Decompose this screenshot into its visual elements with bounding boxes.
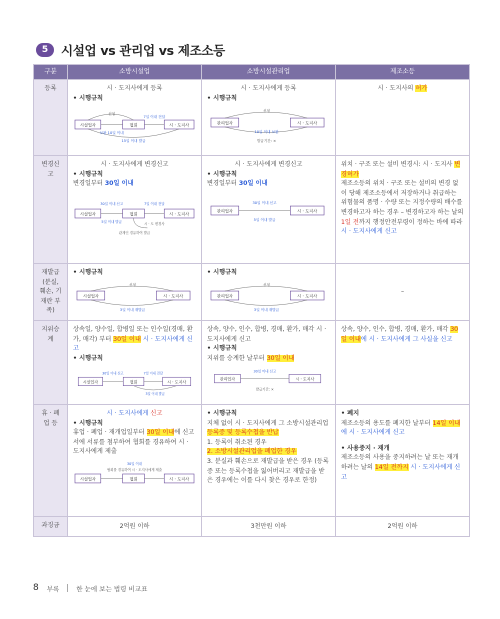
flow-note: 30일 이내 xyxy=(126,462,143,467)
flow-note: 발급기간: × xyxy=(256,139,277,144)
reissue-management-flow-diagram xyxy=(207,281,330,313)
cell-text xyxy=(341,160,464,179)
flow-note: 보완 10일 이내 xyxy=(99,131,124,136)
footer-text: 한 눈에 보는 법령 비교표 xyxy=(76,584,148,593)
penalty-business-cell: 2억원 이하 xyxy=(68,517,202,537)
text-span: 제조소등의 위치 · 구조 또는 설비의 변경 없이 당해 제조소등에서 저장하거나 취급하는 위험물의 품명 · 수량 또는 지정수량의 배수를 변경하고자 하는 경우 – 변경하고자 하는 날의 xyxy=(341,180,464,217)
rule-label: • 시행규칙 xyxy=(207,410,238,418)
succession-manufacturing-cell xyxy=(336,321,470,405)
highlight-span: 2. 소방시설관리업을 폐업한 경우 xyxy=(207,448,297,456)
flow-note: 30일 이내 신고 xyxy=(100,201,124,206)
flow-note: 시 · 도 변경사 xyxy=(144,221,165,226)
node-governor: 시 · 도지사 xyxy=(169,122,190,128)
node-governor: 시 · 도지사 xyxy=(297,293,318,299)
cell-text xyxy=(341,453,464,482)
table-row xyxy=(34,80,470,156)
highlight-span: 등록증 및 등록수첩을 반납 xyxy=(207,429,279,437)
highlight-span: 에 시 · 도지사에게 신고 xyxy=(341,429,405,437)
text-span: 제조소등의 사용을 중지하려는 날 또는 재개하려는 날의 xyxy=(341,454,459,472)
highlight-span: 신고 xyxy=(150,410,163,418)
highlight-span: 30일 이내 xyxy=(113,335,141,343)
highlight-span: 에 시 · 도지사에게 xyxy=(360,335,413,343)
section-title-text: 시설업 vs 관리업 vs 제조소등 xyxy=(61,43,225,58)
node-governor: 시 · 도지사 xyxy=(163,293,184,299)
flow-note: 신청 xyxy=(263,109,270,114)
node-governor: 시 · 도지사 xyxy=(297,120,318,126)
cell-text: 상속, 양수, 인수, 합병, 경매, 환가, 매각 시 · 도지사에게 신고 xyxy=(207,326,327,343)
highlight-span: 30일 이내 xyxy=(341,326,459,343)
rule-label: • 시행규칙 xyxy=(207,94,238,102)
table-row xyxy=(34,156,470,264)
rule-label: • 폐지 xyxy=(341,410,360,418)
highlight-span: 30일 이내 xyxy=(266,354,295,362)
text-span: 지위를 승계한 날부터 xyxy=(207,354,267,362)
node-governor: 시 · 도지사 xyxy=(169,211,190,217)
flow-note: 3일 이내 재발급 xyxy=(253,307,280,312)
highlight-span: 14일 이내 xyxy=(432,419,461,427)
penalty-management-cell: 3천만원 이하 xyxy=(202,517,336,537)
flow-note: 5일 이내 발급 xyxy=(253,217,276,222)
cell-text: 시 · 도지사에게 등록 xyxy=(240,85,297,92)
row-label-reissue: 재발급 (분실, 훼손, 기재란 부족) xyxy=(34,264,68,321)
flow-note: 30일 이내 신고 xyxy=(253,370,277,375)
highlight-span: 변경허가 xyxy=(341,161,461,178)
table-row xyxy=(34,517,470,537)
node-governor: 시 · 도지사 xyxy=(169,476,190,482)
text-span: 휴업 · 폐업 · 재개업일부터 xyxy=(73,429,147,437)
node-manager: 관리업자 xyxy=(216,208,233,214)
highlight-span: 그 사실을 신고 xyxy=(412,335,453,343)
flow-note: 15일 이내 발급 xyxy=(121,139,146,144)
highlight-span: 시 · 도지사에게 신고 xyxy=(341,228,397,236)
node-business: 시설업자 xyxy=(79,476,96,482)
cell-text: 시 · 도지사의 xyxy=(377,85,416,92)
flow-note: 7일 이내 전달 xyxy=(143,115,166,120)
cell-text: 시 · 도지사에게 등록 xyxy=(106,85,163,92)
table-header-row xyxy=(34,65,470,80)
text-span: 위치 · 구조 또는 설비 변경시: 시 · 도지사 xyxy=(341,161,455,168)
page-footer xyxy=(33,583,147,593)
highlight-span: 1일 전 xyxy=(341,218,359,226)
cell-text xyxy=(341,179,464,237)
flow-note: 협회를 경유하여 시 · 도지사에게 제출 xyxy=(106,468,163,473)
row-label-change: 변경신고 xyxy=(34,156,68,264)
rule-label: • 시행규칙 xyxy=(73,94,104,102)
highlight-span: 14일 전까지 xyxy=(374,464,409,472)
succession-business-cell xyxy=(68,321,202,405)
succession-management-cell xyxy=(202,321,336,405)
register-manufacturing-cell xyxy=(336,80,470,156)
flow-note: 5일 이내 발급 xyxy=(101,219,122,224)
header-manufacturing: 제조소등 xyxy=(336,65,470,80)
text-span: 시 · 도지사에게 xyxy=(106,410,151,418)
closure-business-flow-diagram xyxy=(73,460,196,488)
succession-business-flow-diagram xyxy=(73,366,196,396)
rule-label: • 시행규칙 xyxy=(207,170,238,178)
list-item xyxy=(207,447,330,457)
row-label-penalty: 과징금 xyxy=(34,517,68,537)
cell-text xyxy=(73,409,196,419)
node-association: 협회 xyxy=(129,122,138,128)
node-business: 시설업자 xyxy=(82,293,99,299)
register-business-flow-diagram xyxy=(73,106,196,146)
text-span: 상속, 양수, 인수, 합병, 경매, 환가, 매각 xyxy=(341,326,451,334)
node-business: 시설업자 xyxy=(79,122,96,128)
rule-label: • 사용중지 · 재개 xyxy=(341,444,390,452)
node-manager: 관리업자 xyxy=(216,293,233,299)
flow-note: 발급기간: × xyxy=(255,387,274,392)
closure-manufacturing-cell xyxy=(336,405,470,517)
node-manager: 관리업자 xyxy=(219,376,235,382)
flow-note: 관계인 경유하여 발급 xyxy=(118,230,151,235)
header-category: 구분 xyxy=(34,65,68,80)
cell-text xyxy=(207,354,330,364)
footer-divider xyxy=(67,584,68,592)
cell-text: 변경일부터 30일 이내 xyxy=(207,180,268,188)
reissue-business-flow-diagram xyxy=(73,281,196,313)
closure-management-cell xyxy=(202,405,336,517)
flow-note: 신청 xyxy=(129,282,136,287)
text-span: 에 신고서에 서류를 첨부하여 협회를 경유하여 시 · 도지사에게 제출 xyxy=(73,429,195,456)
cell-text: 시 · 도지사에게 변경신고 xyxy=(100,161,169,168)
change-management-cell xyxy=(202,156,336,264)
change-manufacturing-cell xyxy=(336,156,470,264)
node-governor: 시 · 도지사 xyxy=(295,376,315,382)
register-management-cell xyxy=(202,80,336,156)
cell-text: 시 · 도지사에게 변경신고 xyxy=(234,161,303,168)
reissue-management-cell xyxy=(202,264,336,321)
change-business-cell xyxy=(68,156,202,264)
flow-note: 7일 이내 전달 xyxy=(143,371,163,376)
flow-note: 신청 xyxy=(108,112,116,117)
header-fire-business: 소방시설업 xyxy=(68,65,202,80)
table-row xyxy=(34,321,470,405)
flow-note: 30일 이내 신고 xyxy=(252,200,277,205)
node-business: 시설업자 xyxy=(79,211,96,217)
reissue-manufacturing-cell: – xyxy=(336,264,470,321)
node-association: 협회 xyxy=(129,211,138,217)
rule-label: • 시행규칙 xyxy=(73,170,104,178)
node-manager: 관리업자 xyxy=(216,120,233,126)
node-governor: 시 · 도지사 xyxy=(297,208,318,214)
comparison-table xyxy=(33,64,470,537)
rule-label: • 시행규칙 xyxy=(73,269,104,276)
flow-note: 10일 이내 보완 xyxy=(254,130,279,135)
text-span: 까지 행정안전부령이 정하는 바에 따라 xyxy=(358,218,463,226)
node-governor: 시 · 도지사 xyxy=(167,379,187,385)
footer-section: 부록 xyxy=(46,584,60,593)
flow-note: 신청 xyxy=(263,282,270,287)
text-span: 지체 없이 시 · 도지사에게 그 소방시설관리업 xyxy=(207,419,329,427)
row-label-succession: 지위승계 xyxy=(34,321,68,405)
highlight-span: 시 · 도지사에게 신고 xyxy=(341,464,461,481)
text-span: 상속일, 양수일, 합병일 또는 인수일(경매, 환가, 매각) 부터 xyxy=(73,326,193,343)
change-management-flow-diagram xyxy=(207,192,330,232)
flow-note: 30일 이내 신고 xyxy=(102,371,124,376)
flow-note: 7일 이내 전달 xyxy=(144,201,165,206)
cell-text xyxy=(341,419,464,438)
highlight-span: 시 · 도지사에게 신고 xyxy=(73,335,193,353)
register-business-cell xyxy=(68,80,202,156)
section-title xyxy=(36,41,225,59)
penalty-manufacturing-cell: 2억원 이하 xyxy=(336,517,470,537)
node-business: 시설업자 xyxy=(82,379,99,385)
register-management-flow-diagram xyxy=(207,106,330,146)
succession-management-flow-diagram xyxy=(207,366,330,394)
rule-label: • 시행규칙 xyxy=(73,354,104,362)
cell-text xyxy=(207,419,330,438)
node-association: 협회 xyxy=(129,476,138,482)
reissue-business-cell xyxy=(68,264,202,321)
section-number-badge: 5 xyxy=(36,43,54,57)
closure-business-cell xyxy=(68,405,202,517)
header-fire-management: 소방시설관리업 xyxy=(202,65,336,80)
page-number: 8 xyxy=(33,583,39,593)
row-label-closure: 휴 · 폐업 등 xyxy=(34,405,68,517)
table-row xyxy=(34,405,470,517)
list-item: 3. 분실과 훼손으로 재발급을 받은 경우 (등록증 또는 등록수첩을 잃어버리고 재발급을 받은 경우에는 이를 다시 찾은 경우로 한정) xyxy=(207,458,329,485)
cell-text xyxy=(73,428,196,457)
rule-label: • 시행규칙 xyxy=(207,269,238,276)
cell-text: 변경일부터 30일 이내 xyxy=(73,180,134,188)
rule-label: • 시행규칙 xyxy=(207,345,238,353)
table-row xyxy=(34,264,470,321)
node-association: 협회 xyxy=(129,379,138,385)
flow-note: 3일 이내 재발급 xyxy=(119,307,146,312)
change-business-flow-diagram xyxy=(73,192,196,238)
row-label-register: 등록 xyxy=(34,80,68,156)
flow-note: 3일 이내 발급 xyxy=(145,392,165,397)
permit-highlight: 허가 xyxy=(415,85,428,92)
list-item: 1. 등록이 취소된 경우 xyxy=(207,438,267,446)
cell-text xyxy=(73,325,196,354)
highlight-span: 30일 이내 xyxy=(146,429,175,437)
rule-label: • 시행규칙 xyxy=(73,419,104,427)
text-span: 제조소등의 용도를 폐지한 날부터 xyxy=(341,419,433,427)
